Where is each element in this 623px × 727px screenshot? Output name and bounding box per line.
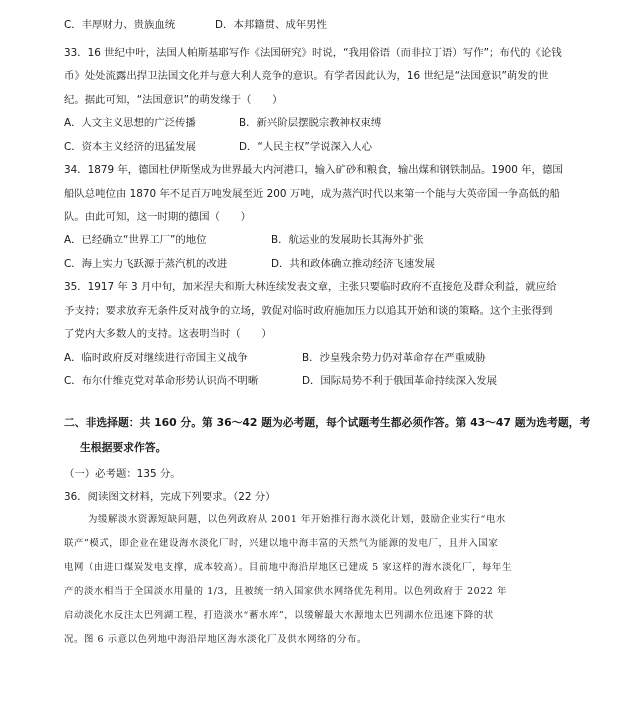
q33-option-c: C．资本主义经济的迅猛发展: [64, 141, 196, 153]
q35-option-b: B．沙皇残余势力仍对革命存在严重威胁: [302, 352, 486, 364]
q35-option-a: A．临时政府反对继续进行帝国主义战争: [64, 352, 248, 364]
q34-option-d: D．共和政体确立推动经济飞速发展: [271, 258, 435, 270]
q34-option-c: C．海上实力飞跃源于蒸汽机的改进: [64, 258, 228, 270]
q34-stem-line-2: 船队总吨位由 1870 年不足百万吨发展至近 200 万吨，成为蒸汽时代以来第一个能与大英帝国一争高低的船: [64, 188, 560, 200]
q35-stem-line-3: 了党内大多数人的支持。这表明当时（ ）: [64, 328, 272, 340]
q34-options-row-2: [64, 257, 600, 271]
q36-material-line-1: 为缓解淡水资源短缺问题，以色列政府从 2001 年开始推行海水淡化计划，鼓励企业实行“电水: [88, 514, 506, 525]
q35-option-c: C．布尔什维克党对革命形势认识尚不明晰: [64, 375, 259, 387]
q36-material-line-6: 况。图 6 示意以色列地中海沿岸地区海水淡化厂及供水网络的分布。: [64, 634, 368, 645]
q35-option-d: D．国际局势不利于俄国革命持续深入发展: [302, 375, 498, 387]
q34-option-b: B．航运业的发展助长其海外扩张: [271, 234, 424, 246]
q34-option-a: A．已经确立“世界工厂”的地位: [64, 234, 207, 246]
q33-stem-line-3: 纪。据此可知，“法国意识”的萌发缘于（ ）: [64, 94, 283, 106]
q34-options-row-1: [64, 233, 600, 247]
option-d: D．本邦籍贯、成年男性: [215, 19, 327, 31]
q35-stem-line-2: 予支持；要求放弃无条件反对战争的立场，敦促对临时政府施加压力以追其开始和谈的策略。这个主张得到: [64, 305, 553, 317]
q35-options-row-2: [64, 374, 600, 388]
q33-option-a: A．人文主义思想的广泛传播: [64, 117, 196, 129]
option-c: C．丰厚财力、贵族血统: [64, 19, 176, 31]
required-questions-heading: （一）必考题：135 分。: [64, 468, 181, 480]
q33-stem-line-1: 33．16 世纪中叶，法国人帕斯基耶写作《法国研究》时说，“我用俗语（而非拉丁语）写作”；布代的《论钱: [64, 47, 562, 59]
q33-stem-line-2: 币》处处流露出捍卫法国文化并与意大利人竞争的意识。有学者因此认为，16 世纪是“法国意识”萌发的世: [64, 70, 549, 82]
q33-options-row-1: [64, 116, 600, 130]
q35-options-row-1: [64, 351, 600, 365]
q36-material-line-2: 联产”模式，即企业在建设海水淡化厂时，兴建以地中海丰富的天然气为能源的发电厂，且并入国家: [64, 538, 499, 549]
q36-material-line-3: 电网（由进口煤炭发电支撑，成本较高）。目前地中海沿岸地区已建成 5 家这样的海水淡化厂，每年生: [64, 562, 512, 573]
q36-material-line-5: 启动淡化水反注太巴列湖工程，打造淡水“蓄水库”，以缓解最大水源地太巴列湖水位迅速下降的状: [64, 610, 494, 621]
q36-title: 36．阅读图文材料，完成下列要求。（22 分）: [64, 491, 276, 503]
section-2-header-line-2: 生根据要求作答。: [80, 441, 167, 454]
q33-options-row-2: [64, 140, 600, 154]
q36-material-line-4: 产的淡水相当于全国淡水用量的 1/3，且被统一纳入国家供水网络优先利用。以色列政府于 2022 年: [64, 586, 507, 597]
section-2-header-line-1: 二、非选择题：共 160 分。第 36～42 题为必考题，每个试题考生都必须作答。第 43～47 题为选考题，考: [64, 416, 591, 429]
q32-options-row-2: [64, 18, 600, 32]
q35-stem-line-1: 35．1917 年 3 月中旬，加米涅夫和斯大林连续发表文章，主张只要临时政府不直接危及群众利益，就应给: [64, 281, 557, 293]
q34-stem-line-1: 34．1879 年，德国杜伊斯堡成为世界最大内河港口，输入矿砂和粮食，输出煤和钢铁制品。1900 年，德国: [64, 164, 563, 176]
q33-option-b: B．新兴阶层摆脱宗教神权束缚: [239, 117, 382, 129]
q34-stem-line-3: 队。由此可知，这一时期的德国（ ）: [64, 211, 252, 223]
q33-option-d: D．“人民主权”学说深入人心: [239, 141, 373, 153]
